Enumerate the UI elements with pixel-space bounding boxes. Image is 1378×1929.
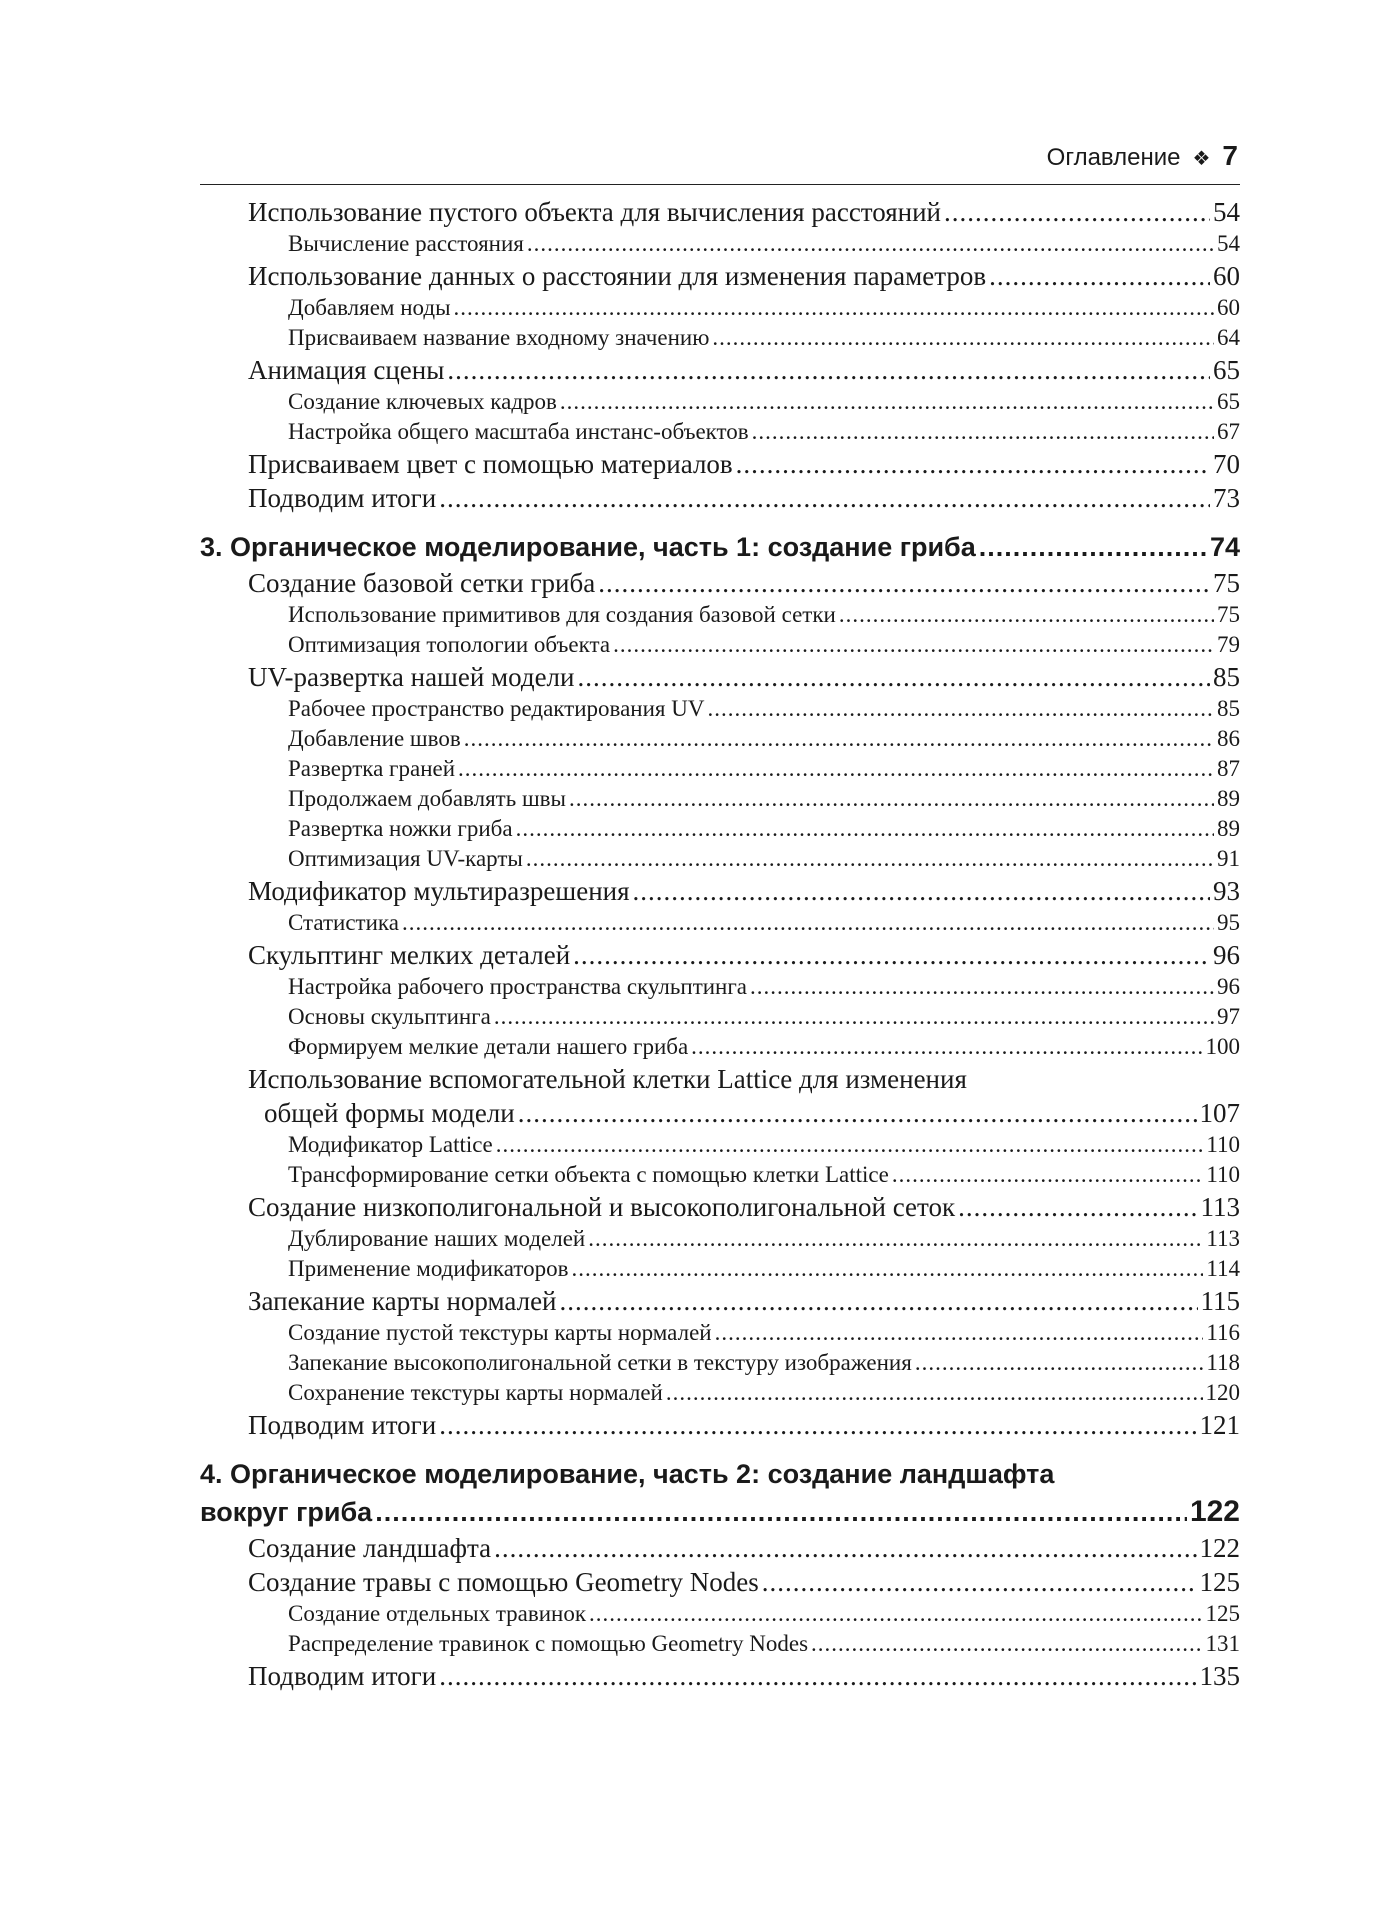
dot-leader: [560, 1284, 1198, 1318]
toc-entry-page: 75: [1213, 568, 1240, 598]
dot-leader: [464, 724, 1214, 754]
dot-leader: [736, 447, 1210, 481]
toc-entry[interactable]: [200, 1160, 1240, 1190]
toc-entry-title: Использование пустого объекта для вычисления расстояний: [248, 197, 941, 227]
toc-entry-page: 93: [1213, 876, 1240, 906]
dot-leader: [979, 529, 1207, 566]
dot-leader: [598, 566, 1210, 600]
toc-entry-page: 96: [1213, 940, 1240, 970]
toc-entry-title: Запекание карты нормалей: [248, 1286, 557, 1316]
dot-leader: [454, 293, 1214, 323]
toc-entry[interactable]: [200, 1032, 1240, 1062]
dot-leader: [494, 1531, 1196, 1565]
toc-entry[interactable]: [200, 938, 1240, 972]
toc-entry[interactable]: [200, 1531, 1240, 1565]
toc-entry-page: 70: [1213, 449, 1240, 479]
toc-entry-page: 131: [1205, 1631, 1240, 1656]
toc-entry-page: 121: [1199, 1410, 1240, 1440]
toc-entry-title: Создание пустой текстуры карты нормалей: [288, 1320, 712, 1345]
toc-entry-title: Формируем мелкие детали нашего гриба: [288, 1034, 689, 1059]
toc-entry-page: 116: [1206, 1320, 1240, 1345]
toc-entry[interactable]: [200, 387, 1240, 417]
toc-entry-title: Создание базовой сетки гриба: [248, 568, 596, 598]
toc-entry[interactable]: [200, 844, 1240, 874]
toc-entry-page: 115: [1200, 1286, 1240, 1316]
dot-leader: [958, 1190, 1197, 1224]
toc-entry-title: Создание ландшафта: [248, 1533, 492, 1563]
toc-entry[interactable]: [200, 754, 1240, 784]
toc-entry-page: 67: [1217, 419, 1240, 444]
toc-entry-page: 64: [1217, 325, 1240, 350]
toc-entry[interactable]: [200, 417, 1240, 447]
toc-entry-title: Оптимизация UV-карты: [288, 846, 523, 871]
toc-entry-title: Подводим итоги: [248, 1410, 437, 1440]
toc-entry-title: Настройка общего масштаба инстанс-объектов: [288, 419, 749, 444]
toc-entry-title: вокруг гриба: [200, 1497, 373, 1527]
book-page: [200, 140, 1240, 1693]
toc-entry-title: Использование примитивов для создания базовой сетки: [288, 602, 836, 627]
toc-entry-page: 113: [1206, 1226, 1240, 1251]
dot-leader: [494, 1002, 1214, 1032]
toc-entry-page: 125: [1205, 1601, 1240, 1626]
running-head: [200, 140, 1240, 180]
toc-entry[interactable]: [200, 874, 1240, 908]
toc-entry[interactable]: [200, 1130, 1240, 1160]
toc-entry-title: Использование вспомогательной клетки Lattice для изменения: [248, 1064, 967, 1094]
toc-entry[interactable]: [200, 724, 1240, 754]
toc-entry-title: Статистика: [288, 910, 399, 935]
toc-entry-page: 110: [1206, 1162, 1240, 1187]
toc-entry[interactable]: [200, 1378, 1240, 1408]
dot-leader: [526, 844, 1214, 874]
toc-entry-title: Вычисление расстояния: [288, 231, 524, 256]
toc-entry[interactable]: [200, 259, 1240, 293]
dot-leader: [527, 229, 1214, 259]
toc-entry-page: 97: [1217, 1004, 1240, 1029]
toc-entry-page: 86: [1217, 726, 1240, 751]
toc-entry-page: 85: [1213, 662, 1240, 692]
toc-entry[interactable]: [200, 1224, 1240, 1254]
chapter-entry[interactable]: [200, 1456, 1240, 1531]
toc-entry[interactable]: [200, 660, 1240, 694]
dot-leader: [573, 938, 1210, 972]
toc-entry-page: 135: [1199, 1661, 1240, 1691]
page-number: 7: [1222, 140, 1238, 171]
toc-entry[interactable]: [200, 694, 1240, 724]
toc-entry-title: Присваиваем цвет с помощью материалов: [248, 449, 733, 479]
toc-entry-page: 60: [1213, 261, 1240, 291]
toc-entry[interactable]: [200, 908, 1240, 938]
toc-entry-title: Оптимизация топологии объекта: [288, 632, 611, 657]
dot-leader: [571, 1254, 1203, 1284]
toc-entry-title: Добавляем ноды: [288, 295, 451, 320]
dot-leader: [915, 1348, 1204, 1378]
toc-entry-page: 87: [1217, 756, 1240, 781]
dot-leader: [458, 754, 1214, 784]
ornament-icon: ❖: [1192, 146, 1211, 170]
toc-entry-title: 3. Органическое моделирование, часть 1: создание гриба: [200, 532, 976, 562]
toc-entry-title: Настройка рабочего пространства скульптинга: [288, 974, 748, 999]
dot-leader: [691, 1032, 1202, 1062]
toc-entry[interactable]: [200, 784, 1240, 814]
toc-entry-page: 74: [1209, 532, 1240, 562]
toc-entry-title: Модификатор Lattice: [288, 1132, 493, 1157]
dot-leader: [712, 323, 1214, 353]
dot-leader: [715, 1318, 1204, 1348]
toc-entry[interactable]: [200, 481, 1240, 515]
toc-entry[interactable]: [200, 1629, 1240, 1659]
toc-entry[interactable]: [200, 814, 1240, 844]
dot-leader: [439, 1408, 1196, 1442]
dot-leader: [447, 353, 1210, 387]
toc-entry[interactable]: [200, 323, 1240, 353]
toc-entry-page: 125: [1199, 1567, 1240, 1597]
toc-entry[interactable]: [200, 1348, 1240, 1378]
toc-entry[interactable]: [200, 1408, 1240, 1442]
dot-leader: [633, 874, 1210, 908]
toc-entry-title: Использование данных о расстоянии для изменения параметров: [248, 261, 987, 291]
header-rule: [200, 184, 1240, 185]
toc-entry-title: Подводим итоги: [248, 1661, 437, 1691]
toc-entry[interactable]: [200, 1565, 1240, 1599]
toc-entry-page: 100: [1205, 1034, 1240, 1059]
dot-leader: [752, 417, 1214, 447]
dot-leader: [989, 259, 1210, 293]
toc-entry[interactable]: [200, 1002, 1240, 1032]
dot-leader: [375, 1494, 1187, 1531]
toc-entry-title: UV-развертка нашей модели: [248, 662, 575, 692]
toc-entry[interactable]: [200, 630, 1240, 660]
toc-entry-title: Применение модификаторов: [288, 1256, 569, 1281]
toc-entry-page: 54: [1213, 197, 1240, 227]
dot-leader: [613, 630, 1214, 660]
dot-leader: [839, 600, 1214, 630]
dot-leader: [892, 1160, 1204, 1190]
toc-entry-page: 118: [1206, 1350, 1240, 1375]
toc-entry-page: 91: [1217, 846, 1240, 871]
toc-entry-page: 65: [1217, 389, 1240, 414]
dot-leader: [569, 784, 1214, 814]
toc-entry[interactable]: [200, 195, 1240, 229]
toc-entry[interactable]: [200, 600, 1240, 630]
dot-leader: [811, 1629, 1202, 1659]
toc-entry-page: 95: [1217, 910, 1240, 935]
dot-leader: [750, 972, 1214, 1002]
toc-entry-page: 114: [1206, 1256, 1240, 1281]
toc-entry-continuation[interactable]: [200, 1096, 1240, 1130]
toc-entry-title: Присваиваем название входному значению: [288, 325, 710, 350]
toc-entry-title: Анимация сцены: [248, 355, 445, 385]
dot-leader: [707, 694, 1214, 724]
dot-leader: [588, 1224, 1203, 1254]
dot-leader: [944, 195, 1210, 229]
toc-entry-title: общей формы модели: [264, 1098, 515, 1128]
toc-entry-page: 60: [1217, 295, 1240, 320]
toc-entry-title: Развертка граней: [288, 756, 456, 781]
toc-entry-title: Рабочее пространство редактирования UV: [288, 696, 705, 721]
toc-entry-page: 73: [1213, 483, 1240, 513]
chapter-title: 4. Органическое моделирование, часть 2: создание ландшафта: [200, 1459, 1055, 1489]
dot-leader: [762, 1565, 1197, 1599]
toc-entry[interactable]: [200, 293, 1240, 323]
table-of-contents: [200, 195, 1240, 1693]
toc-entry-title: Создание низкополигональной и высокополигональной сеток: [248, 1192, 956, 1222]
toc-entry-page: 110: [1206, 1132, 1240, 1157]
toc-entry-title: Создание ключевых кадров: [288, 389, 557, 414]
dot-leader: [439, 481, 1210, 515]
toc-entry-title: Скульптинг мелких деталей: [248, 940, 571, 970]
toc-entry[interactable]: [200, 1599, 1240, 1629]
toc-entry[interactable]: [200, 1254, 1240, 1284]
toc-entry-page: 122: [1189, 1495, 1240, 1528]
dot-leader: [439, 1659, 1196, 1693]
toc-entry[interactable]: [200, 566, 1240, 600]
toc-entry-title: Добавление швов: [288, 726, 461, 751]
dot-leader: [577, 660, 1210, 694]
dot-leader: [516, 814, 1214, 844]
toc-entry-title: Подводим итоги: [248, 483, 437, 513]
toc-entry-page: 96: [1217, 974, 1240, 999]
toc-entry-page: 65: [1213, 355, 1240, 385]
toc-entry-page: 75: [1217, 602, 1240, 627]
toc-entry-title: Дублирование наших моделей: [288, 1226, 586, 1251]
chapter-entry[interactable]: [200, 529, 1240, 566]
toc-entry-title: Запекание высокополигональной сетки в текстуру изображения: [288, 1350, 912, 1375]
toc-entry-title: Трансформирование сетки объекта с помощью клетки Lattice: [288, 1162, 889, 1187]
toc-entry-title: Развертка ножки гриба: [288, 816, 513, 841]
toc-entry[interactable]: [200, 1659, 1240, 1693]
dot-leader: [560, 387, 1214, 417]
toc-entry-page: 107: [1199, 1098, 1240, 1128]
toc-entry-page: 120: [1205, 1380, 1240, 1405]
toc-entry-title: Модификатор мультиразрешения: [248, 876, 630, 906]
dot-leader: [589, 1599, 1202, 1629]
dot-leader: [496, 1130, 1204, 1160]
dot-leader: [666, 1378, 1203, 1408]
dot-leader: [518, 1096, 1197, 1130]
toc-entry-title: Создание отдельных травинок: [288, 1601, 587, 1626]
toc-entry-page: 54: [1217, 231, 1240, 256]
toc-entry-page: 89: [1217, 786, 1240, 811]
toc-entry-page: 89: [1217, 816, 1240, 841]
section-title: Оглавление: [1046, 144, 1181, 171]
toc-entry[interactable]: [200, 447, 1240, 481]
toc-entry[interactable]: [200, 1190, 1240, 1224]
toc-entry[interactable]: [200, 1284, 1240, 1318]
dot-leader: [402, 908, 1214, 938]
toc-entry[interactable]: [200, 1318, 1240, 1348]
toc-entry-title: Распределение травинок с помощью Geometry Nodes: [288, 1631, 809, 1656]
toc-entry-page: 85: [1217, 696, 1240, 721]
toc-entry-title: Создание травы с помощью Geometry Nodes: [248, 1567, 759, 1597]
toc-entry[interactable]: [200, 229, 1240, 259]
toc-entry-title: Продолжаем добавлять швы: [288, 786, 566, 811]
toc-entry-page: 113: [1200, 1192, 1240, 1222]
toc-entry-title: Основы скульптинга: [288, 1004, 491, 1029]
toc-entry[interactable]: [200, 1062, 1240, 1130]
toc-entry[interactable]: [200, 972, 1240, 1002]
toc-entry-page: 79: [1217, 632, 1240, 657]
toc-entry[interactable]: [200, 353, 1240, 387]
toc-entry-page: 122: [1199, 1533, 1240, 1563]
chapter-title-continuation[interactable]: [200, 1493, 1240, 1531]
toc-entry-title: Сохранение текстуры карты нормалей: [288, 1380, 663, 1405]
